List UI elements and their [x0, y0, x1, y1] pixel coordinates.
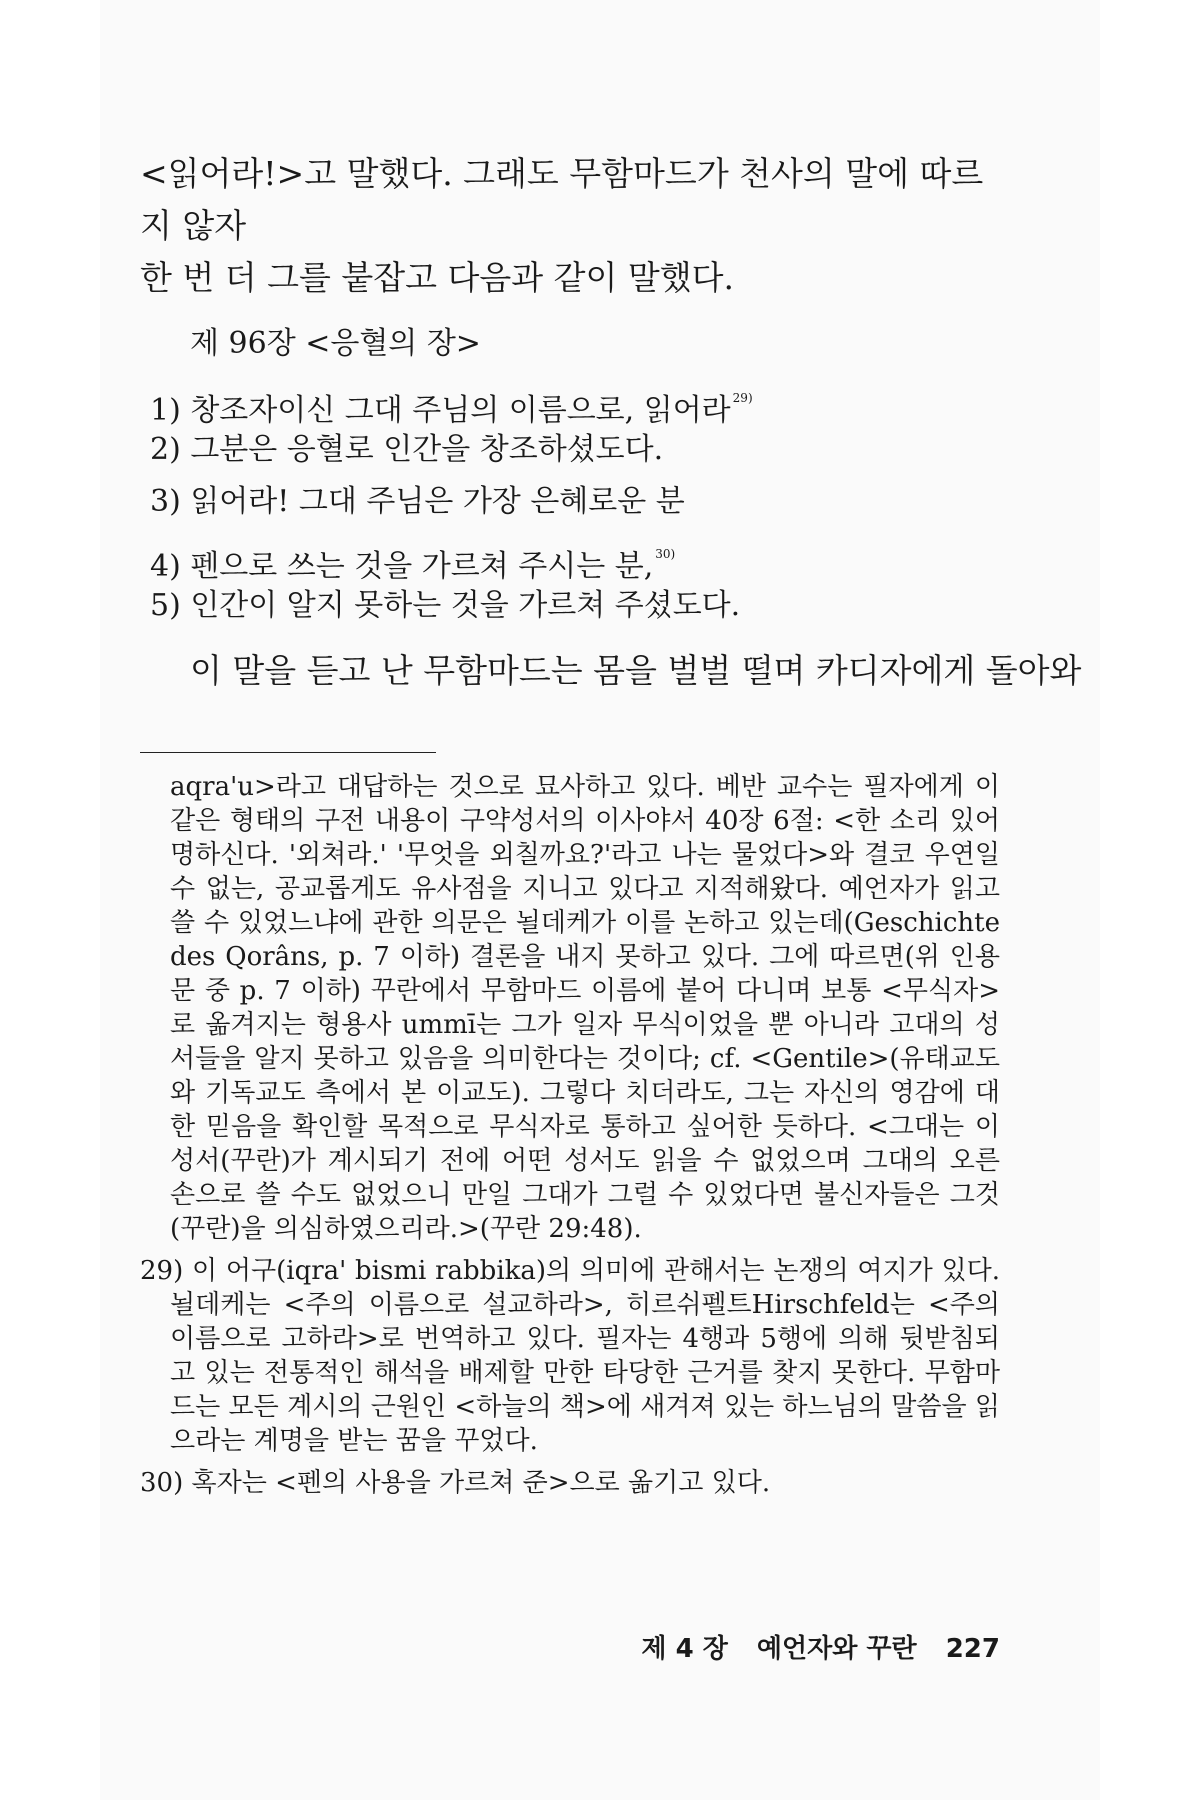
running-footer [621, 1628, 1000, 1665]
verse-1 [150, 372, 753, 428]
verse-text: 4) 펜으로 쓰는 것을 가르쳐 주시는 분, [150, 549, 654, 584]
footnote-divider [140, 752, 436, 753]
verse-list [150, 372, 753, 632]
footer-title: 예언자와 꾸란 [756, 1634, 917, 1664]
footnote-30: 30) 혹자는 <펜의 사용을 가르쳐 준>으로 옮기고 있다. [140, 1468, 771, 1498]
verse-4 [150, 528, 753, 584]
verse-text: 3) 읽어라! 그대 주님은 가장 은혜로운 분 [150, 484, 685, 519]
verse-2 [150, 424, 753, 476]
footnote-continued: aqra'u>라고 대답하는 것으로 묘사하고 있다. 베반 교수는 필자에게 이같은 형태의 구전 내용이 구약성서의 이사야서 40장 6절: <한 소리 있어 명하신다. '외쳐라.' '무엇을 외칠까요?'라고 나는 물었다>와 결코 우연일 수 없는, 공교롭게도 유사점을 지니고 있다고 지적해왔다. 예언자가 읽고 쓸 수 있었느냐에 관한 의문은 뇔데케가 이를 논하고 있는데(Geschichte des Qorâns, p. 7 이하) 결론을 내지 못하고 있다. 그에 따르면(위 인용문 중 p. 7 이하) 꾸란에서 무함마드 이름에 붙어 다니며 보통 <무식자>로 옮겨지는 형용사 ummī는 그가 일자 무식이었을 뿐 아니라 고대의 성서들을 알지 못하고 있음을 의미한다는 것이다; cf. <Gentile>(유태교도와 기독교도 측에서 본 이교도). 그렇다 치더라도, 그는 자신의 영감에 대한 믿음을 확인할 목적으로 무식자로 통하고 싶어한 듯하다. <그대는 이 성서(꾸란)가 계시되기 전에 어떤 성서도 읽을 수 없었으며 그대의 오른 손으로 쓸 수도 없었으니 만일 그대가 그럴 수 있었다면 불신자들은 그것(꾸란)을 의심하였으리라.>(꾸란 29:48). [170, 772, 1000, 1244]
chapter-title: 제 96장 <응혈의 장> [190, 326, 481, 361]
intro-line-2: 한 번 더 그를 붙잡고 다음과 같이 말했다. [140, 258, 734, 297]
verse-5 [150, 580, 753, 632]
verse-text: 1) 창조자이신 그대 주님의 이름으로, 읽어라 [150, 393, 731, 428]
footnote-ref-30[interactable]: 30) [655, 547, 676, 561]
footnotes [140, 770, 1000, 1508]
verse-text: 2) 그분은 응혈로 인간을 창조하셨도다. [150, 432, 664, 467]
footer-chapter: 제 4 장 [641, 1634, 728, 1664]
intro-paragraph [140, 148, 1000, 304]
intro-line-1: <읽어라!>고 말했다. 그래도 무함마드가 천사의 말에 따르지 않자 [140, 154, 984, 245]
footnote-29: 29) 이 어구(iqra' bismi rabbika)의 의미에 관해서는 논쟁의 여지가 있다. 뇔데케는 <주의 이름으로 설교하라>, 히르쉬펠트Hirschfeld는 <주의 이름으로 고하라>로 번역하고 있다. 필자는 4행과 5행에 의해 뒷받침되고 있는 전통적인 해석을 배제할 만한 타당한 근거를 찾지 못한다. 무함마드는 모든 계시의 근원인 <하늘의 책>에 새겨져 있는 하느님의 말씀을 읽으라는 계명을 받는 꿈을 꾸었다. [140, 1256, 1000, 1456]
body-paragraph: 이 말을 듣고 난 무함마드는 몸을 벌벌 떨며 카디자에게 돌아와 [190, 651, 1082, 690]
verse-3 [150, 476, 753, 528]
page-number: 227 [945, 1634, 1000, 1664]
footnote-ref-29[interactable]: 29) [732, 391, 753, 405]
verse-text: 5) 인간이 알지 못하는 것을 가르쳐 주셨도다. [150, 588, 741, 623]
